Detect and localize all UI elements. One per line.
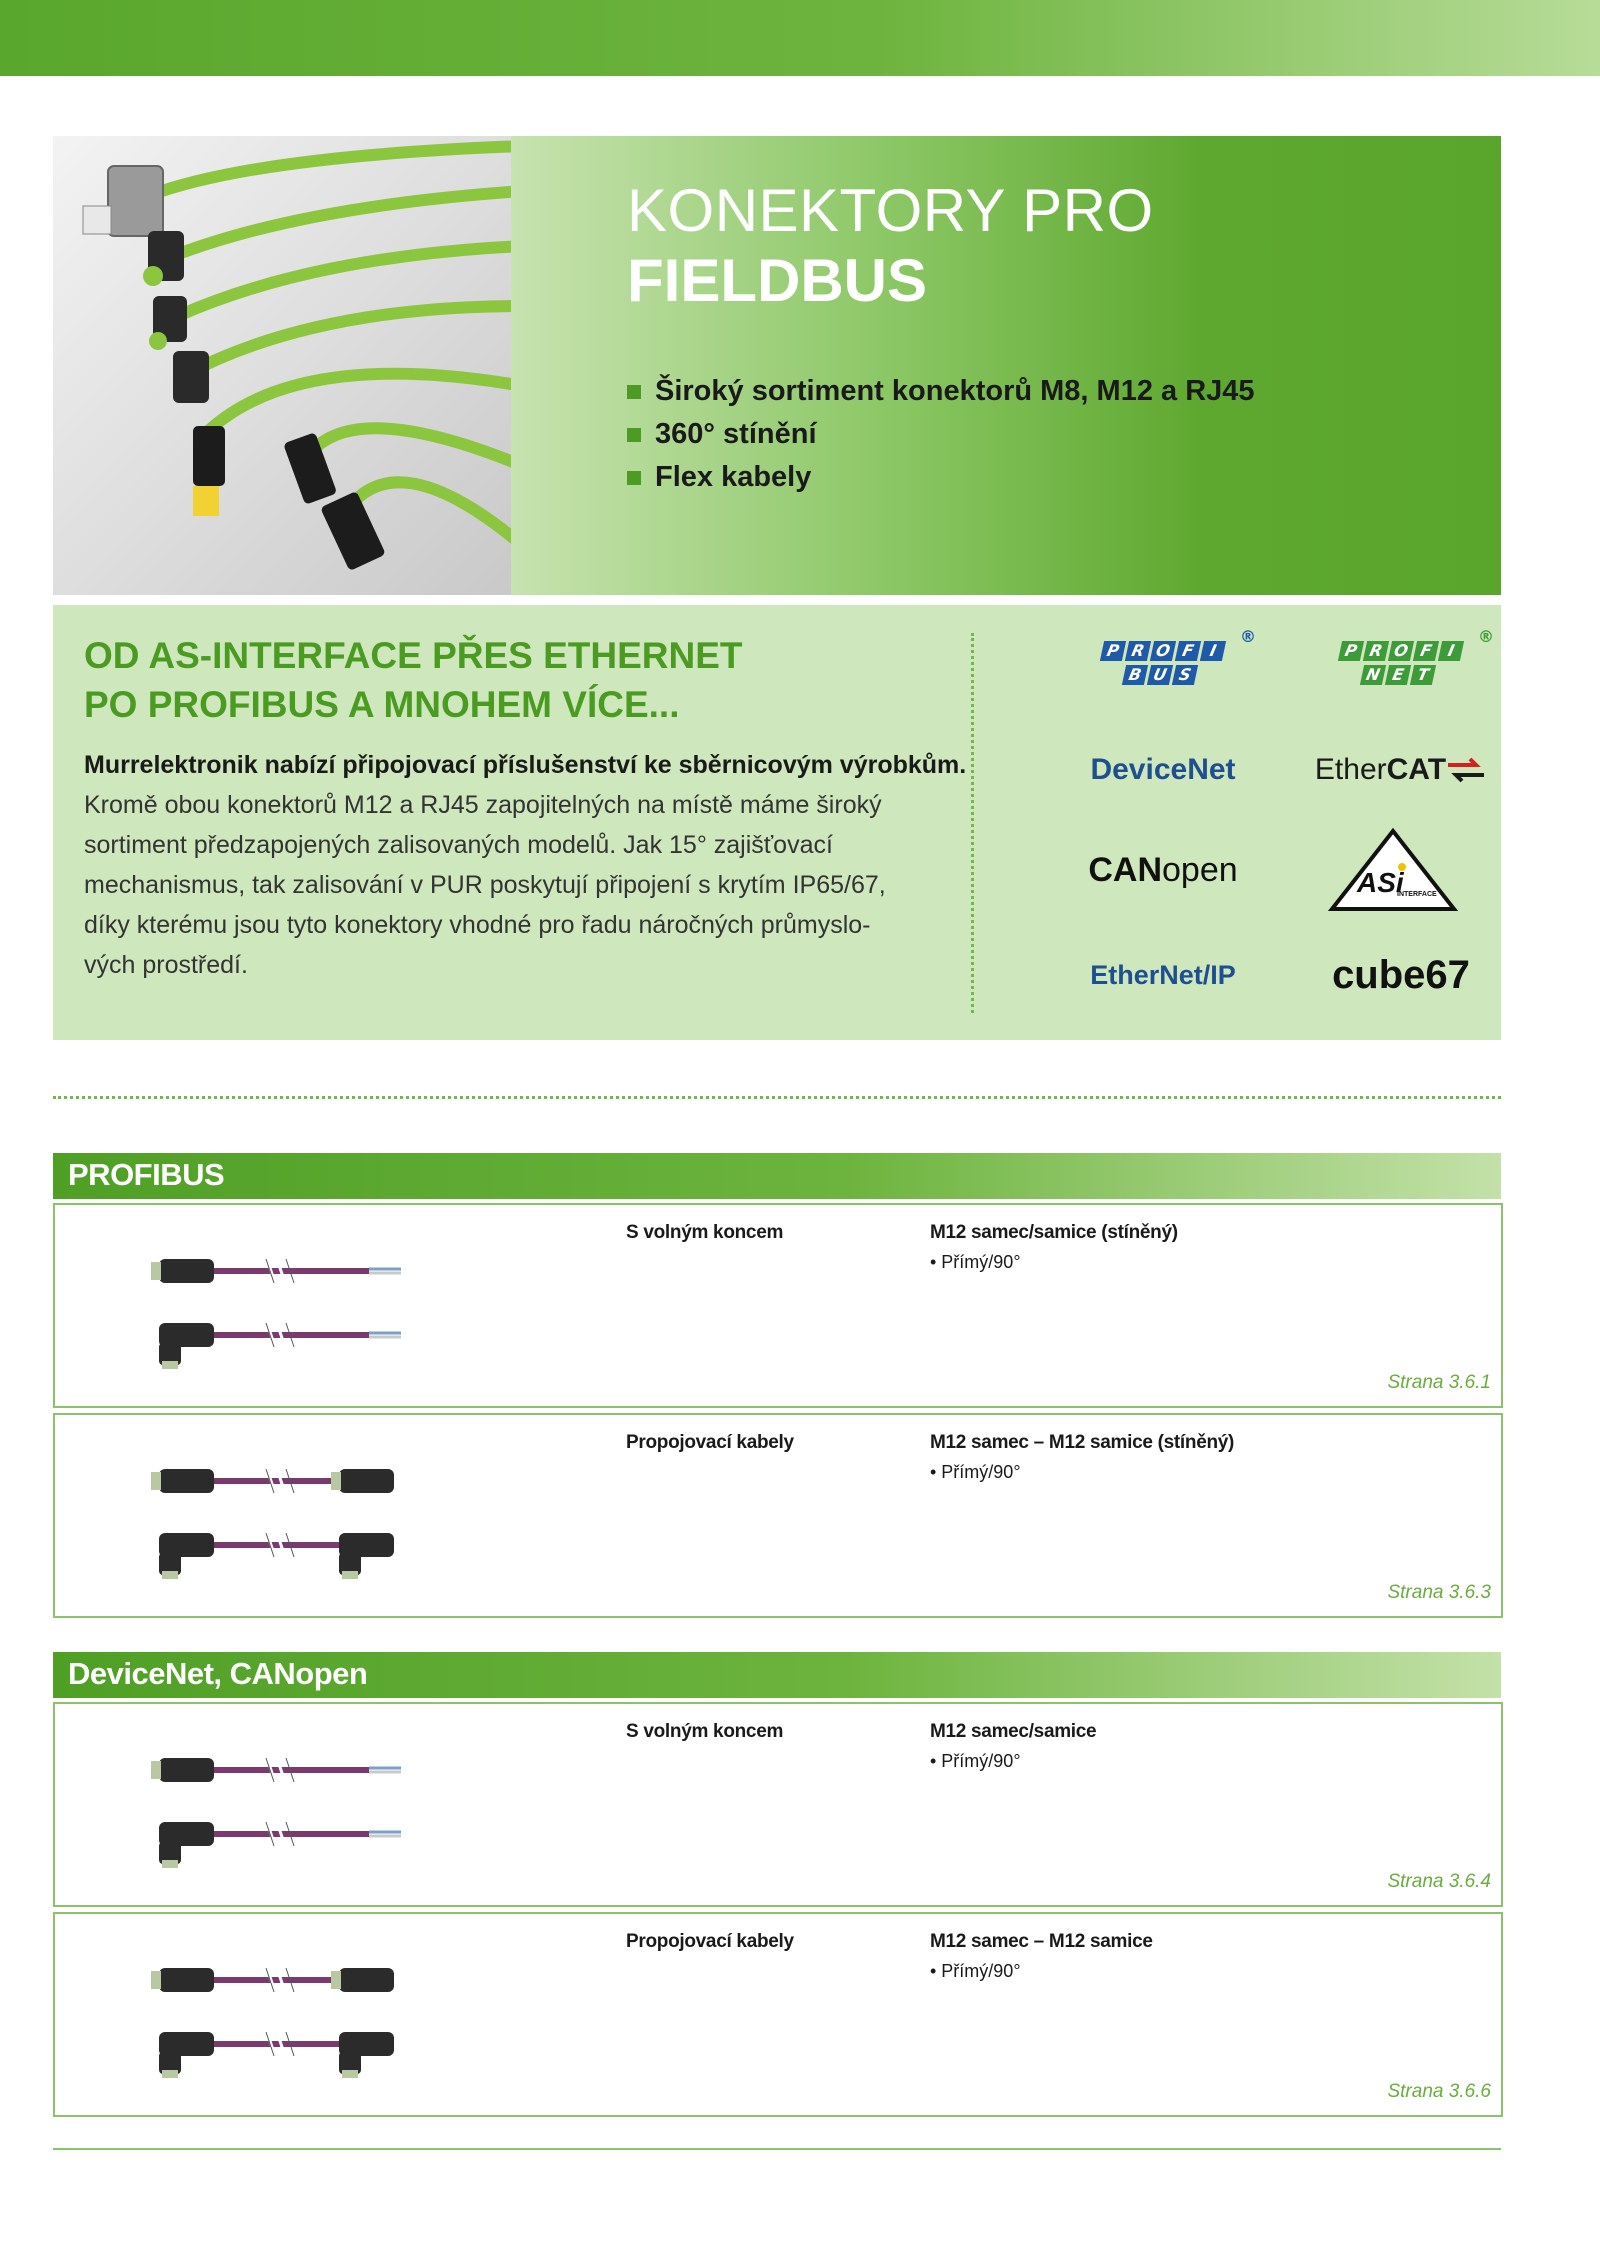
logo-letter-tile: N bbox=[1360, 665, 1386, 685]
top-color-bar bbox=[0, 0, 1600, 76]
logo-letter-tile: O bbox=[1388, 641, 1414, 661]
ethercat-logo: Ether CAT bbox=[1288, 745, 1513, 795]
card-description: M12 samec/samice (stíněný) bbox=[930, 1222, 1178, 1243]
card-type: Propojovací kabely bbox=[626, 1432, 794, 1453]
hero-text-panel bbox=[511, 136, 1501, 595]
logo-letter-tile: R bbox=[1363, 641, 1389, 661]
logo-letter-tile: R bbox=[1125, 641, 1151, 661]
hero-feature-item: 360° stínění bbox=[627, 413, 1255, 456]
connector-body bbox=[159, 1968, 214, 1992]
card-type: Propojovací kabely bbox=[626, 1931, 794, 1952]
canopen-logo: CAN open bbox=[1088, 850, 1238, 889]
connector-body bbox=[339, 1968, 394, 1992]
hero-banner bbox=[53, 136, 1501, 595]
profibus-logo: P R O F I B U S ® bbox=[1058, 633, 1268, 693]
bottom-rule bbox=[53, 2148, 1501, 2150]
connector-body bbox=[159, 1469, 214, 1493]
logo-letter-tile: P bbox=[1338, 641, 1364, 661]
profibus-logo-top bbox=[1102, 641, 1224, 661]
as-interface-logo: ASi INTERFACE bbox=[1313, 825, 1473, 915]
page-reference: Strana 3.6.1 bbox=[1387, 1372, 1491, 1393]
product-card bbox=[53, 1702, 1503, 1907]
connector-thread bbox=[151, 1971, 161, 1989]
page-reference: Strana 3.6.6 bbox=[1387, 2081, 1491, 2102]
section-header-profibus: PROFIBUS bbox=[53, 1153, 1501, 1199]
connector-thread bbox=[162, 2070, 178, 2078]
page-reference: Strana 3.6.4 bbox=[1387, 1871, 1491, 1892]
connector-body bbox=[339, 1469, 394, 1493]
connector-thread bbox=[342, 2070, 358, 2078]
connector-thread bbox=[151, 1761, 161, 1779]
profibus-logo-bottom bbox=[1124, 665, 1196, 685]
logo-letter-tile: S bbox=[1172, 665, 1198, 685]
logo-letter-tile: I bbox=[1200, 641, 1226, 661]
cable-illustration bbox=[53, 136, 511, 595]
logo-letter-tile: T bbox=[1410, 665, 1436, 685]
card-type: S volným koncem bbox=[626, 1222, 784, 1243]
cable-open-end-image bbox=[139, 1243, 439, 1373]
card-bullet: • Přímý/90° bbox=[930, 1462, 1021, 1482]
connector-body bbox=[159, 1758, 214, 1782]
card-bullet: • Přímý/90° bbox=[930, 1961, 1021, 1981]
logo-letter-tile: B bbox=[1122, 665, 1148, 685]
hero-title-line1: KONEKTORY PRO bbox=[627, 177, 1154, 244]
product-card bbox=[53, 1203, 1503, 1408]
hero-feature-item: Flex kabely bbox=[627, 456, 1255, 499]
profinet-logo-bottom bbox=[1362, 665, 1434, 685]
product-card bbox=[53, 1413, 1503, 1618]
cable-open-end-image bbox=[139, 1742, 439, 1872]
dotted-divider bbox=[971, 633, 974, 1013]
card-description: M12 samec/samice bbox=[930, 1721, 1097, 1742]
logo-letter-tile: O bbox=[1150, 641, 1176, 661]
logo-letter-tile: P bbox=[1100, 641, 1126, 661]
connector-body bbox=[159, 1259, 214, 1283]
ethercat-arrows-icon bbox=[1446, 757, 1486, 783]
card-bullet: • Přímý/90° bbox=[930, 1252, 1021, 1272]
connector-thread bbox=[342, 1571, 358, 1579]
bullet-square-icon bbox=[627, 428, 641, 442]
cube67-logo: cube67 bbox=[1332, 952, 1470, 997]
connector-thread bbox=[331, 1971, 341, 1989]
logo-letter-tile: E bbox=[1385, 665, 1411, 685]
connector-thread bbox=[162, 1361, 178, 1369]
connector-thread bbox=[331, 1472, 341, 1490]
hero-title-line2: FIELDBUS bbox=[627, 247, 927, 314]
info-heading: OD AS-INTERFACE PŘES ETHERNET PO PROFIBUS A MNOHEM VÍCE... bbox=[84, 635, 743, 725]
connector-thread bbox=[151, 1262, 161, 1280]
logo-letter-tile: I bbox=[1438, 641, 1464, 661]
connector-thread bbox=[162, 1860, 178, 1868]
product-photo-green-cables bbox=[53, 136, 511, 595]
info-body-text: Murrelektronik nabízí připojovací příslušenství ke sběrnicovým výrobkům. Kromě obou konektorů M12 a RJ45 zapojitelných na místě máme široký sortiment předzapojených zalisovaných modelů. Jak 15° zajišťovací mechanismus, tak zalisování v PUR poskytují připojení s krytím IP65/67, díky kterému jsou tyto konektory vhodné pro řadu náročných průmyslo- vých prostředí. bbox=[84, 751, 967, 979]
logo-letter-tile: U bbox=[1147, 665, 1173, 685]
logo-letter-tile: F bbox=[1175, 641, 1201, 661]
connector-thread bbox=[162, 1571, 178, 1579]
connector-thread bbox=[151, 1472, 161, 1490]
card-bullet: • Přímý/90° bbox=[930, 1751, 1021, 1771]
info-box bbox=[53, 605, 1501, 1040]
bullet-square-icon bbox=[627, 471, 641, 485]
card-description: M12 samec – M12 samice bbox=[930, 1931, 1153, 1952]
ethernet-ip-logo: EtherNet/IP bbox=[1090, 959, 1236, 990]
profinet-logo: P R O F I N E T ® bbox=[1296, 633, 1506, 693]
cable-patch-image bbox=[139, 1952, 439, 2082]
cable-patch-image bbox=[139, 1453, 439, 1583]
devicenet-logo: DeviceNet bbox=[1090, 753, 1236, 786]
section-header-devicenet-canopen: DeviceNet, CANopen bbox=[53, 1652, 1501, 1698]
bullet-square-icon bbox=[627, 385, 641, 399]
page-reference: Strana 3.6.3 bbox=[1387, 1582, 1491, 1603]
product-card bbox=[53, 1912, 1503, 2117]
hero-feature-item: Široký sortiment konektorů M8, M12 a RJ45 bbox=[627, 370, 1255, 413]
logo-letter-tile: F bbox=[1413, 641, 1439, 661]
card-description: M12 samec – M12 samice (stíněný) bbox=[930, 1432, 1235, 1453]
hero-feature-list bbox=[627, 370, 1255, 499]
card-type: S volným koncem bbox=[626, 1721, 784, 1742]
dotted-separator bbox=[53, 1096, 1501, 1099]
profinet-logo-top bbox=[1340, 641, 1462, 661]
